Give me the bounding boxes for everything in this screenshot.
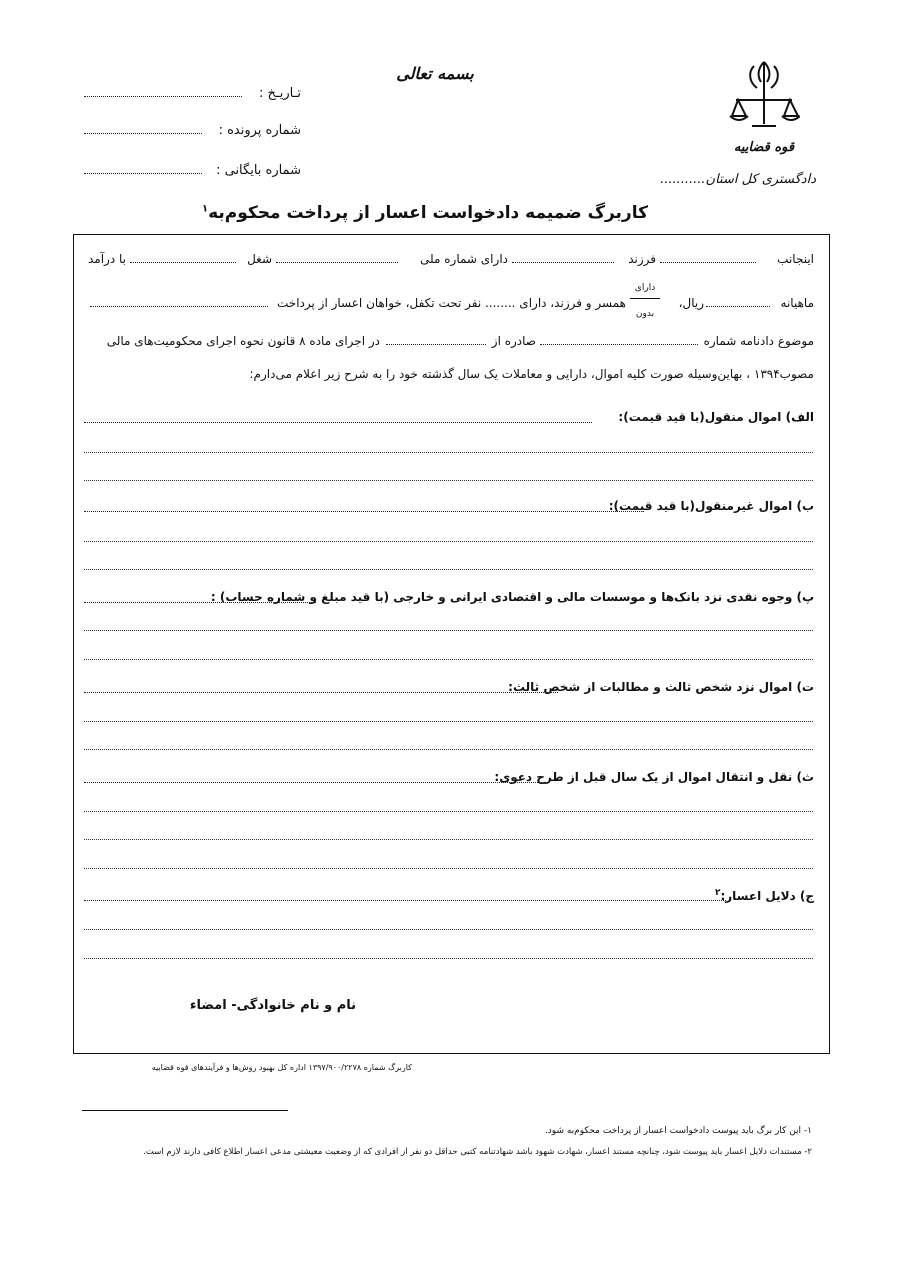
- section-b-label: ب) اموال غیرمنقول(با قید قیمت):: [608, 499, 814, 513]
- monthly-label: ماهیانه: [780, 296, 814, 310]
- case-number-label: شماره پرونده :: [218, 123, 301, 138]
- has-option[interactable]: دارای: [634, 283, 656, 293]
- issued-by-label: صادره از: [491, 334, 536, 348]
- court-label: دادگستری کل استان...........: [660, 172, 816, 187]
- section-e-line-3[interactable]: [84, 839, 813, 840]
- section-b-line-2[interactable]: [84, 541, 813, 542]
- rial-label: ریال،: [678, 296, 704, 310]
- section-e-line-1[interactable]: [84, 782, 546, 783]
- article-8-text: در اجرای ماده ۸ قانون نحوه اجرای محکومیت‌های مالی: [106, 334, 380, 348]
- bismillah: بسمه تعالی: [396, 64, 474, 83]
- section-c-label: پ) وجوه نقدی نزد بانک‌ها و موسسات مالی و اقتصادی ایرانی و خارجی (با قید مبلغ و شماره حساب) :: [210, 590, 814, 604]
- judgment-number-field[interactable]: [540, 344, 698, 345]
- signature-label: نام و نام خانوادگی- امضاء: [189, 998, 356, 1013]
- title-footnote-marker: ۱: [202, 203, 209, 215]
- fraction-bar: [630, 298, 660, 299]
- iran-emblem-scales-icon: [728, 58, 800, 140]
- form-title-text: کاربرگ ضمیمه دادخواست اعسار از پرداخت محکوم‌به: [208, 203, 648, 223]
- footnote-1: ۱- این کار برگ باید پیوست دادخواست اعسار از پرداخت محکوم‌به شود.: [544, 1126, 812, 1136]
- form-code: کاربرگ شماره ۱۳۹۷/۹۰۰/۲۲۷۸ اداره کل بهبود روش‌ها و فرآیندهای قوه قضاییه: [151, 1063, 412, 1072]
- national-id-label: دارای شماره ملی: [420, 252, 508, 266]
- applicant-name-field[interactable]: [660, 262, 756, 263]
- section-c-line-3[interactable]: [84, 659, 813, 660]
- section-d-line-2[interactable]: [84, 721, 813, 722]
- section-d-label: ت) اموال نزد شخص ثالث و مطالبات از شخص ثالث:: [508, 680, 814, 694]
- section-a-line-3[interactable]: [84, 480, 813, 481]
- payment-subject-field[interactable]: [90, 306, 268, 307]
- section-a-line-1[interactable]: [84, 422, 592, 423]
- section-e-line-2[interactable]: [84, 811, 813, 812]
- child-of-label: فرزند: [628, 252, 656, 266]
- section-f-text: ج) دلایل اعسار:: [720, 889, 814, 903]
- father-name-field[interactable]: [512, 262, 614, 263]
- section-d-line-1[interactable]: [84, 692, 558, 693]
- archive-number-label: شماره بایگانی :: [216, 163, 301, 178]
- without-option[interactable]: بدون: [635, 309, 655, 319]
- section-a-label: الف) اموال منقول(با قید قیمت):: [618, 410, 814, 424]
- section-d-line-3[interactable]: [84, 749, 813, 750]
- section-e-label: ث) نقل و انتقال اموال از یک سال قبل از طرح دعوی:: [494, 770, 814, 784]
- date-label: تـاریـخ :: [259, 86, 301, 101]
- section-f-line-2[interactable]: [84, 929, 813, 930]
- org-name: قوه قضاییه: [733, 140, 795, 155]
- footnote-2: ۲- مستندات دلایل اعسار باید پیوست شود، چنانچه مستند اعسار، شهادت شهود باشد شهادتنامه کتبی حداقل دو نفر از افرادی که از وضعیت معیشتی مدعی اعسار اطلاع کافی دارند لازم است.: [143, 1147, 812, 1157]
- section-c-line-2[interactable]: [84, 630, 813, 631]
- dependents-text: همسر و فرزند، دارای ........ نفر تحت تکفل، خواهان اعسار از پرداخت: [277, 296, 626, 310]
- section-b-line-3[interactable]: [84, 569, 813, 570]
- form-box: [73, 234, 830, 1054]
- occupation-field[interactable]: [130, 262, 236, 263]
- section-b-line-1[interactable]: [84, 511, 644, 512]
- national-id-field[interactable]: [276, 262, 398, 263]
- form-title: [202, 203, 648, 223]
- section-f-line-3[interactable]: [84, 958, 813, 959]
- applicant-label: اینجانب: [777, 252, 814, 266]
- section-c-line-1[interactable]: [84, 602, 316, 603]
- income-label: با درآمد: [87, 252, 126, 266]
- declaration-text: مصوب۱۳۹۴ ، بهاین‌وسیله صورت کلیه اموال، دارایی و معاملات یک سال گذشته خود را به شرح زیر اعلام می‌دارم:: [249, 367, 814, 381]
- section-e-line-4[interactable]: [84, 868, 813, 869]
- section-f-label: [714, 888, 814, 903]
- section-f-footnote-marker: ۲: [714, 888, 721, 898]
- judgment-number-label: موضوع دادنامه شماره: [703, 334, 814, 348]
- date-field[interactable]: [84, 96, 242, 97]
- occupation-label: شغل: [247, 252, 272, 266]
- section-f-line-1[interactable]: [84, 900, 726, 901]
- section-a-line-2[interactable]: [84, 452, 813, 453]
- archive-number-field[interactable]: [84, 173, 202, 174]
- footnote-separator: [82, 1110, 288, 1111]
- case-number-field[interactable]: [84, 133, 202, 134]
- issued-by-field[interactable]: [386, 344, 486, 345]
- monthly-income-field[interactable]: [706, 306, 770, 307]
